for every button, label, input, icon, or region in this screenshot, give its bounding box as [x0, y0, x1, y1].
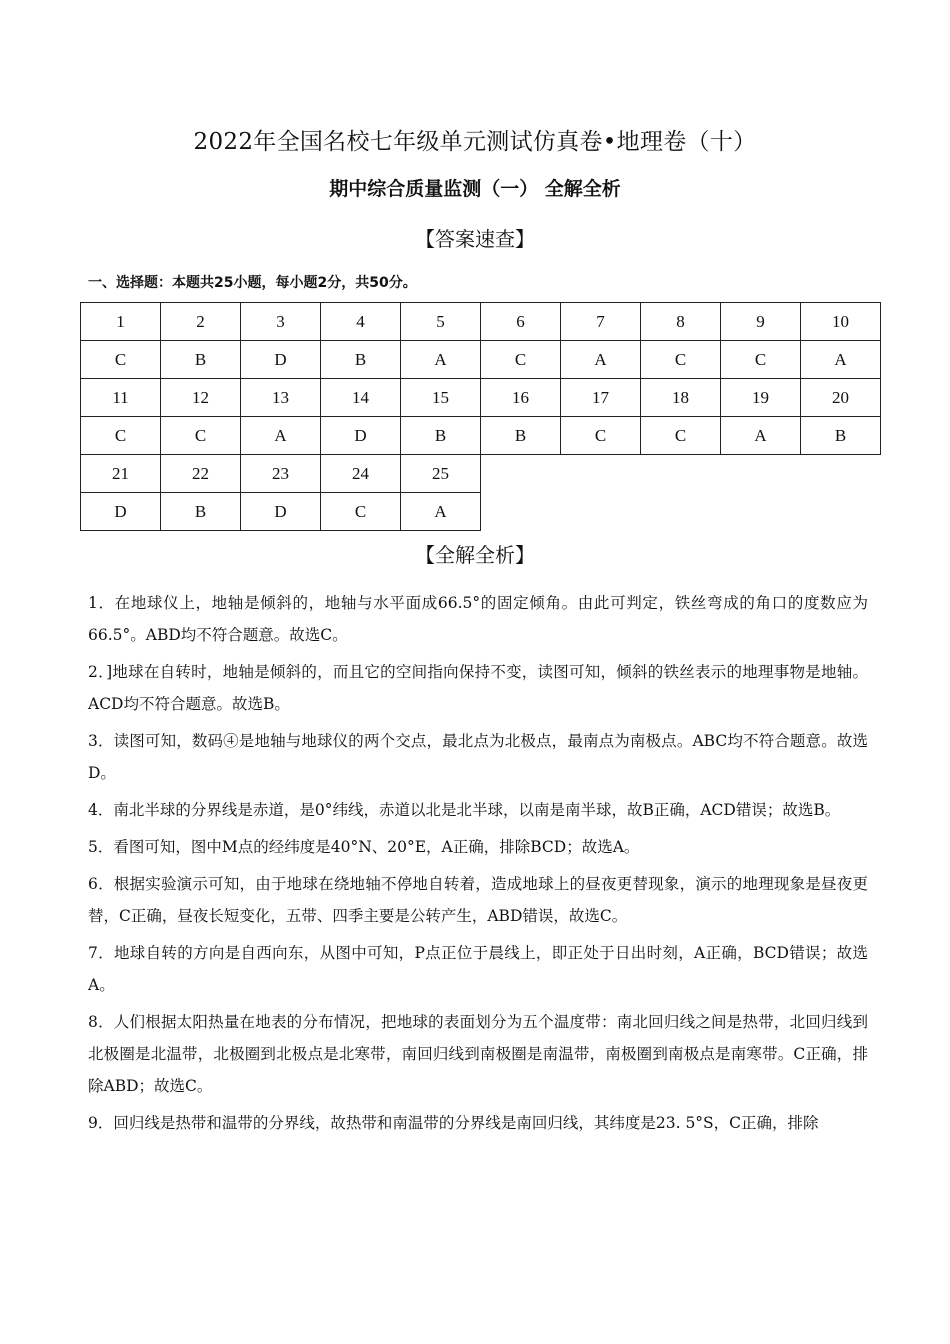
answer-cell: D: [81, 493, 161, 531]
empty-cell: [481, 493, 561, 531]
empty-cell: [801, 455, 881, 493]
answer-row: [81, 493, 881, 531]
answer-cell: C: [481, 341, 561, 379]
explanation-item: 9．回归线是热带和温带的分界线，故热带和南温带的分界线是南回归线，其纬度是23. 5°S，C正确，排除: [88, 1114, 819, 1132]
answer-cell: C: [721, 341, 801, 379]
question-number-cell: 11: [81, 379, 161, 417]
question-number-cell: 12: [161, 379, 241, 417]
empty-cell: [801, 493, 881, 531]
answer-cell: B: [321, 341, 401, 379]
empty-cell: [561, 455, 641, 493]
explanation-item: 4．南北半球的分界线是赤道，是0°纬线，赤道以北是北半球，以南是南半球，故B正确，ACD错误；故选B。: [88, 801, 841, 819]
empty-cell: [561, 493, 641, 531]
answer-cell: A: [561, 341, 641, 379]
question-number-cell: 25: [401, 455, 481, 493]
answer-cell: B: [481, 417, 561, 455]
explanation-item: 6．根据实验演示可知，由于地球在绕地轴不停地自转着，造成地球上的昼夜更替现象，演示的地理现象是昼夜更替，C正确，昼夜长短变化，五带、四季主要是公转产生，ABD错误，故选C。: [88, 875, 868, 925]
explanation-item: 8．人们根据太阳热量在地表的分布情况，把地球的表面划分为五个温度带：南北回归线之间是热带，北回归线到北极圈是北温带，北极圈到北极点是北寒带，南回归线到南极圈是南温带，南极圈到南极点是南寒带。C正确，排除ABD；故选C。: [88, 1013, 868, 1095]
document-title: 2022年全国名校七年级单元测试仿真卷•地理卷（十）: [193, 129, 757, 155]
answer-cell: B: [161, 493, 241, 531]
question-number-cell: 17: [561, 379, 641, 417]
question-number-cell: 7: [561, 303, 641, 341]
question-section-heading: 一、选择题：本题共25小题，每小题2分，共50分。: [88, 275, 417, 291]
explanation-item: 5．看图可知，图中M点的经纬度是40°N、20°E，A正确，排除BCD；故选A。: [88, 838, 640, 856]
answer-cell: C: [641, 417, 721, 455]
explanation-section-title: 【全解全析】: [415, 543, 535, 567]
question-number-cell: 19: [721, 379, 801, 417]
answer-cell: B: [801, 417, 881, 455]
document-subtitle: 期中综合质量监测（一） 全解全析: [329, 178, 621, 200]
question-number-cell: 13: [241, 379, 321, 417]
empty-cell: [481, 455, 561, 493]
empty-cell: [641, 493, 721, 531]
question-number-cell: 3: [241, 303, 321, 341]
answer-cell: C: [81, 417, 161, 455]
question-number-cell: 15: [401, 379, 481, 417]
question-number-cell: 8: [641, 303, 721, 341]
question-number-cell: 24: [321, 455, 401, 493]
answer-cell: C: [321, 493, 401, 531]
question-number-cell: 23: [241, 455, 321, 493]
answer-cell: D: [321, 417, 401, 455]
answer-row: [81, 341, 881, 379]
question-number-cell: 1: [81, 303, 161, 341]
question-number-cell: 20: [801, 379, 881, 417]
answer-cell: D: [241, 341, 321, 379]
explanation-item: 2．]地球在自转时，地轴是倾斜的，而且它的空间指向保持不变，读图可知，倾斜的铁丝表示的地理事物是地轴。ACD均不符合题意。故选B。: [88, 663, 868, 713]
question-number-row: [81, 379, 881, 417]
question-number-cell: 4: [321, 303, 401, 341]
answer-cell: A: [401, 341, 481, 379]
question-number-cell: 10: [801, 303, 881, 341]
answer-cell: C: [561, 417, 641, 455]
answer-cell: B: [161, 341, 241, 379]
answer-cell: B: [401, 417, 481, 455]
answer-section-title: 【答案速查】: [415, 227, 535, 251]
answer-cell: C: [161, 417, 241, 455]
question-number-cell: 18: [641, 379, 721, 417]
question-number-cell: 16: [481, 379, 561, 417]
explanation-item: 7．地球自转的方向是自西向东，从图中可知，P点正位于晨线上，即正处于日出时刻，A正确，BCD错误；故选A。: [88, 944, 868, 994]
empty-cell: [641, 455, 721, 493]
explanation-item: 3．读图可知，数码④是地轴与地球仪的两个交点，最北点为北极点，最南点为南极点。ABC均不符合题意。故选D。: [88, 732, 868, 782]
question-number-cell: 22: [161, 455, 241, 493]
question-number-cell: 9: [721, 303, 801, 341]
answer-cell: A: [241, 417, 321, 455]
explanation-item: 1．在地球仪上，地轴是倾斜的，地轴与水平面成66.5°的固定倾角。由此可判定，铁丝弯成的角口的度数应为66.5°。ABD均不符合题意。故选C。: [88, 594, 868, 644]
answer-cell: C: [81, 341, 161, 379]
answer-table: [80, 302, 881, 531]
answer-cell: D: [241, 493, 321, 531]
answer-cell: A: [801, 341, 881, 379]
answer-cell: A: [401, 493, 481, 531]
empty-cell: [721, 455, 801, 493]
explanation-list: [88, 587, 868, 1144]
question-number-cell: 2: [161, 303, 241, 341]
answer-cell: A: [721, 417, 801, 455]
question-number-cell: 5: [401, 303, 481, 341]
empty-cell: [721, 493, 801, 531]
question-number-cell: 14: [321, 379, 401, 417]
question-number-cell: 21: [81, 455, 161, 493]
answer-row: [81, 417, 881, 455]
answer-cell: C: [641, 341, 721, 379]
question-number-cell: 6: [481, 303, 561, 341]
question-number-row: [81, 455, 881, 493]
question-number-row: [81, 303, 881, 341]
